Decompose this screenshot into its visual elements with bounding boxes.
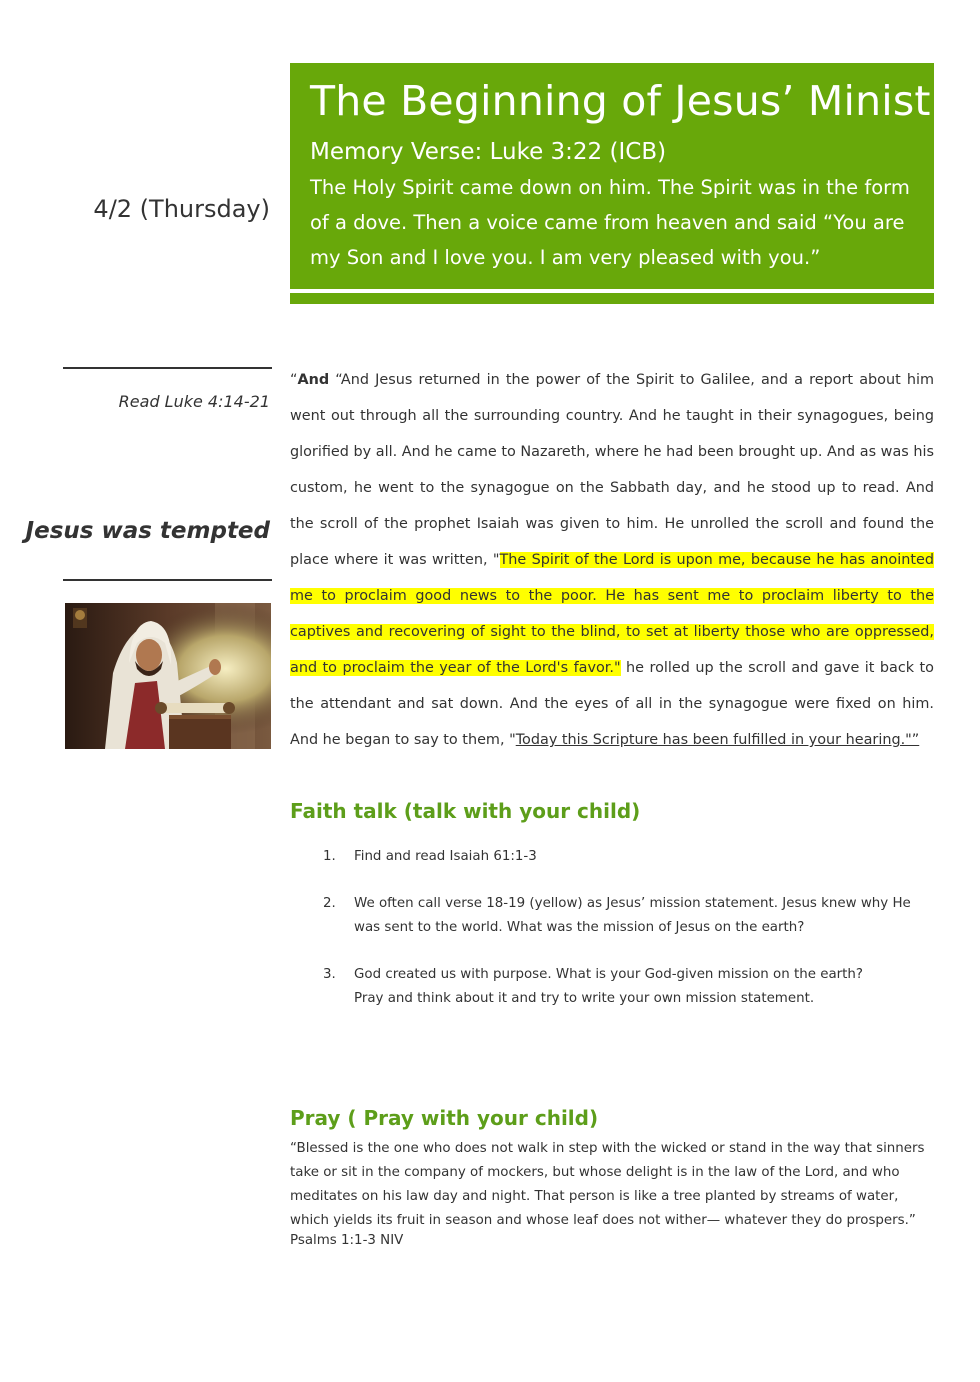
list-item: [290, 892, 934, 940]
list-item-number: 3.: [323, 967, 336, 982]
sidebar-divider-bottom: [63, 579, 272, 581]
passage-part-2: he rolled up the scroll and gave it back to the attendant and sat down. And the eyes of all in the synagogue were fixed on him. And he began to say to them, ": [290, 660, 934, 748]
passage-lead-word: And: [297, 372, 330, 388]
passage-part-1: “And Jesus returned in the power of the Spirit to Galilee, and a report about him went out through all the surrounding country. And he taught in their synagogues, being glorified by all. And he came to Nazareth, where he had been brought up. And as was his custom, he went to the synagogue on the Sabbath day, and he stood up to read. And the scroll of the prophet Isaiah was given to him. He unrolled the scroll and found the place where it was written, ": [290, 372, 934, 568]
header-divider: [290, 293, 934, 304]
header-banner: [290, 63, 973, 289]
reading-reference: Read Luke 4:14-21: [118, 392, 270, 411]
list-item: [290, 963, 934, 1011]
topic-title: Jesus was tempted: [25, 518, 270, 544]
page-title: The Beginning of Jesus’ Ministry: [310, 77, 973, 125]
list-item-text-line-1: God created us with purpose. What is your God-given mission on the earth?: [354, 967, 864, 982]
faith-talk-heading: Faith talk (talk with your child): [290, 799, 641, 823]
list-item-text-line-2: Pray and think about it and try to write your own mission statement.: [354, 991, 815, 1006]
prayer-reference: Psalms 1:1-3 NIV: [290, 1233, 404, 1248]
prayer-text: “Blessed is the one who does not walk in step with the wicked or stand in the way that sinners take or sit in the company of mockers, but whose delight is in the law of the Lord, and who meditates on his law day and night. That person is like a tree planted by streams of water, which yields its fruit in season and whose leaf does not wither— whatever they do prospers.”: [290, 1141, 925, 1228]
list-item-number: 2.: [323, 896, 336, 911]
list-item: [290, 845, 934, 869]
list-item-number: 1.: [323, 849, 336, 864]
jesus-reading-scroll-picture: [65, 603, 271, 749]
memory-verse-text: The Holy Spirit came down on him. The Spirit was in the form of a dove. Then a voice came from heaven and said “You are my Son and I love you. I am very pleased with you.”: [310, 176, 910, 269]
underlined-fulfillment-quote: Today this Scripture has been fulfilled in your hearing."”: [515, 732, 920, 748]
date-label: 4/2 (Thursday): [93, 195, 270, 223]
faith-talk-list: [290, 845, 934, 1034]
open-quote: “: [290, 372, 298, 388]
pray-heading: Pray ( Pray with your child): [290, 1106, 599, 1130]
list-item-text: Find and read Isaiah 61:1-3: [354, 849, 537, 864]
sidebar-divider-top: [63, 367, 272, 369]
list-item-text: We often call verse 18-19 (yellow) as Jesus’ mission statement. Jesus knew why He was sent to the world. What was the mission of Jesus on the earth?: [354, 896, 911, 935]
memory-verse-label: Memory Verse: Luke 3:22 (ICB): [310, 139, 667, 165]
scripture-passage: [290, 362, 934, 758]
highlighted-mission-statement: The Spirit of the Lord is upon me, because he has anointed me to proclaim good news to the poor. He has sent me to proclaim liberty to the captives and recovering of sight to the blind, to set at liberty those who are oppressed, and to proclaim the year of the Lord's favor.": [290, 552, 934, 676]
